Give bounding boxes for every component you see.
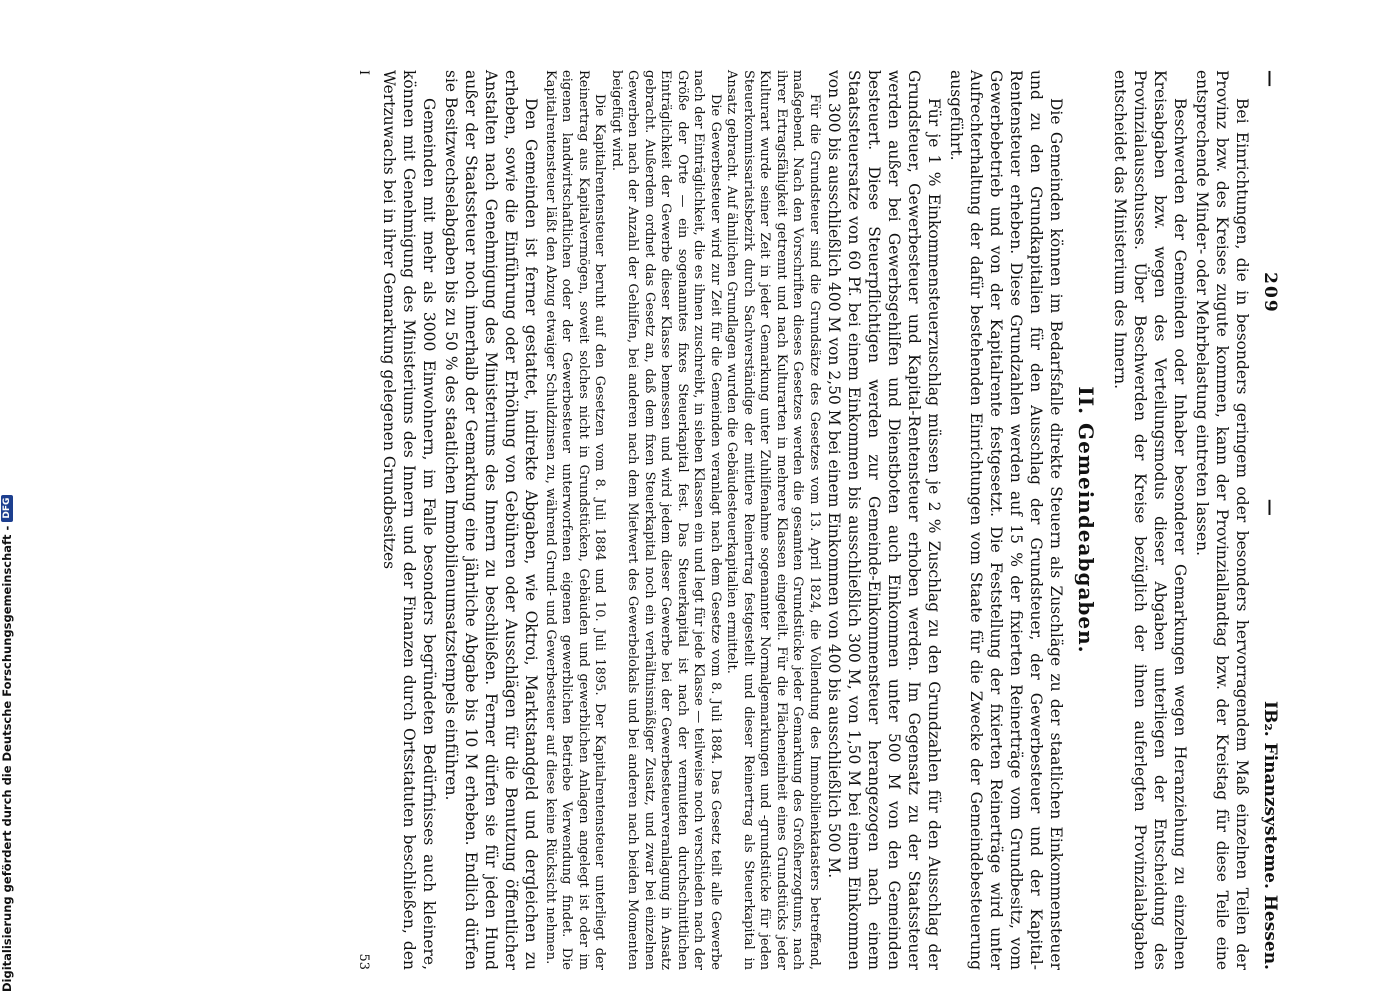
page-number: 209	[1260, 272, 1280, 314]
signature-mark: I	[356, 70, 372, 76]
page-header	[1252, 70, 1280, 970]
header-dash-left: —	[1260, 70, 1280, 87]
small-paragraph: Die Kapitalrentensteuer beruht auf den Gesetzen vom 8. Juli 1884 und 10. Juli 1895. Der Kapitalrentensteuer unterliegt der Reinertrag aus Kapitalvermögen, soweit solches nicht in Grundstücken, Gebäuden und gewerblichen Anlagen angelegt ist oder im eigenen landwirtschaftlichen oder der Gewerbesteuer unterworfenen eigenen gewerblichen Betriebe Verwendung findet. Die Kapitalrentensteuer läßt den Abzug etwaiger Schuldzinsen zu, während Grund- und Gewerbesteuer auf diese keine Rücksicht nehmen.	[543, 70, 608, 970]
intro-paragraph: Bei Einrichtungen, die in besonders geringem oder besonders hervorragendem Maß einzelnen Teilen der Provinz bzw. des Kreises zugute kommen, kann der Provinziallandtag bzw. der Kreistag für diese Teile eine entsprechende Minder- oder Mehrbelastung eintreten lassen.	[1193, 70, 1251, 970]
body-paragraph: Den Gemeinden ist ferner gestattet, indirekte Abgaben, wie Oktroi, Marktstandgeld und dergleichen zu erheben, sowie die Einführung oder Erhöhung von Gebühren oder Ausschlägen für die Benutzung öffentlicher Anstalten nach Genehmigung des Ministeriums des Innern zu beschließen. Ferner dürfen sie für jeden Hund außer der Staatssteuer noch innerhalb der Gemarkung eine jährliche Abgabe bis 10 M erheben. Endlich dürfen sie Besitzwechselabgaben bis zu 50 % des staatlichen Immobilienumsatzstempels einführen.	[442, 70, 541, 970]
body-paragraph: Die Gemeinden können im Bedarfsfalle direkte Steuern als Zuschläge zu der staatlichen Einkommensteuer und zu den Grundkapitalien für den Ausschlag der Grundsteuer, der Gewerbesteuer und der Kapital-Rentensteuer erheben. Diese Grundzahlen werden auf 15 % der fixierten Reinerträge vom Grundbesitz, vom Gewerbebetrieb und von der Kapitalrente festgesetzt. Die Feststellung der fixierten Reinerträge wird unter Aufrechterhaltung der dafür bestehenden Einrichtungen vom Staate für die Zwecke der Gemeindebesteuerung ausgeführt.	[947, 70, 1065, 970]
credit-text: Digitalisierung gefördert durch die Deutsche Forschungsgemeinschaft -	[0, 525, 14, 992]
scanned-page	[150, 60, 1280, 980]
body-paragraph: Gemeinden mit mehr als 3000 Einwohnern, im Falle besonders begründeten Bedürfnisses auch kleinere, können mit Genehmigung des Ministeriums des Innern und der Finanzen durch Ortsstatuten beschließen, den Wertzuwachs bei in ihrer Gemarkung gelegenen Grundbesitzes	[380, 70, 439, 970]
running-title: IB₂. Finanzsysteme. Hessen.	[1260, 701, 1280, 970]
header-dash-right: —	[1260, 498, 1280, 516]
small-paragraph: Für die Grundsteuer sind die Grundsätze des Gesetzes vom 13. April 1824, die Vollendung des Immobilienkatasters betreffend, maßgebend. Nach den Vorschriften dieses Gesetzes werden die gesamten Grundstücke jeder Gemarkung des Großherzogtums, nach ihrer Ertragsfähigkeit getrennt und nach Kulturarten in mehrere Klassen eingeteilt. Für die Flächeneinheit eines Grundstücks jeder Kulturart wurde seiner Zeit in jeder Gemarkung unter Zuhilfenahme sogenannter Normalgemarkungen und -grundstücke für jeden Steuerkommissariatsbezirk durch Sachverständige der mittlere Reinertrag festgestellt und dieser Reinertrag als Steuerkapital in Ansatz gebracht. Auf ähnlichen Grundlagen wurden die Gebäudesteuerkapitalien ermittelt.	[724, 70, 822, 970]
digitization-credit	[0, 495, 14, 992]
small-paragraph: Die Gewerbesteuer wird zur Zeit für die Gemeinden veranlagt nach dem Gesetze vom 8. Juli 1884. Das Gesetz teilt alle Gewerbe nach der Einträglichkeit, die es ihnen zuschreibt, in sieben Klassen ein und legt für jede Klasse — teilweise noch verschieden nach der Größe der Orte — ein sogenanntes fixes Steuerkapital fest. Das Steuerkapital ist nach der vermuteten durchschnittlichen Einträglichkeit der Gewerbe dieser Klasse bemessen und wird jedem dieser Gewerbe bei der Gewerbesteuerveranlagung in Ansatz gebracht. Außerdem ordnet das Gesetz an, daß dem fixen Steuerkapital noch ein verhältnismäßiger Zusatz, und zwar bei einzelnen Gewerben nach der Anzahl der Gehilfen, bei anderen nach dem Mietwert des Gewerbelokals und bei anderen nach beiden Momenten beigefügt wird.	[609, 70, 723, 970]
page-footer	[354, 70, 374, 970]
dfg-logo: DFG	[1, 495, 13, 522]
body-paragraph: Für je 1 % Einkommensteuerzuschlag müssen je 2 % Zuschlag zu den Grundzahlen für den Ausschlag der Grundsteuer, Gewerbesteuer und Kapital-Rentensteuer erhoben werden. Im Gegensatz zu der Staatssteuer werden außer bei Gewerbsgehilfen und Dienstboten auch Einkommen unter 500 M von den Gemeinden besteuert. Diese Steuerpflichtigen werden zur Gemeinde-Einkommensteuer herangezogen nach einem Staatssteuersatze von 60 Pf. bei einem Einkommen bis ausschließlich 300 M, von 1,50 M bei einem Einkommen von 300 bis ausschließlich 400 M von 2,50 M bei einem Einkommen von 400 bis ausschließlich 500 M.	[825, 70, 943, 970]
section-title: II. Gemeindeabgaben.	[1074, 386, 1098, 654]
sheet-number: 53	[356, 953, 372, 970]
small-print-block	[542, 70, 823, 970]
intro-paragraph: Beschwerden der Gemeinden oder Inhaber besonderer Gemarkungen wegen Heranziehung zu einzelnen Kreisabgaben bzw. wegen des Verteilungsmodus dieser Abgaben unterliegen der Entscheidung des Provinzialausschusses. Über Beschwerden der Kreise bezüglich der ihnen auferlegten Provinzialabgaben entscheidet das Ministerium des Innern.	[1111, 70, 1189, 970]
